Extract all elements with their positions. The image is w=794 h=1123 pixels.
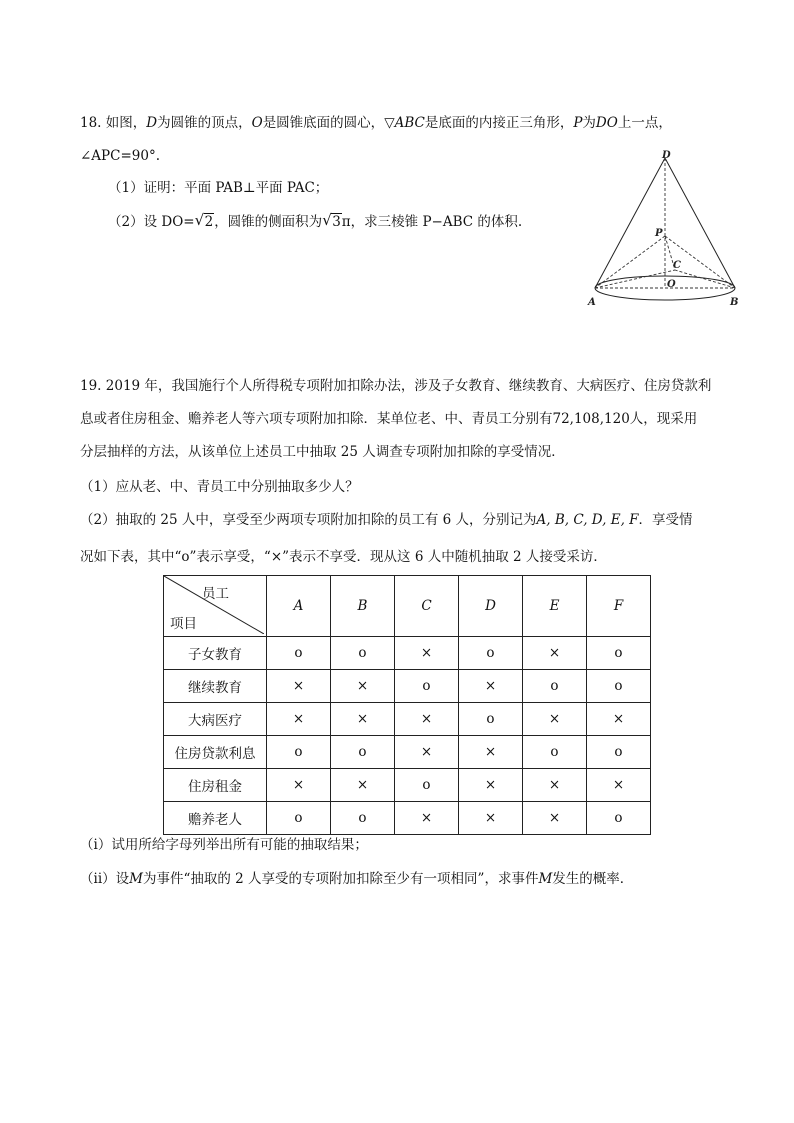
q19-part-2-text: （2）抽取的 25 人中，享受至少两项专项附加扣除的员工有 6 人，分别记为 — [80, 512, 537, 528]
label-P: P — [655, 228, 663, 239]
table-cell: o — [587, 802, 651, 835]
column-header: C — [395, 576, 459, 637]
label-A: A — [588, 297, 596, 308]
row-label: 子女教育 — [164, 637, 267, 670]
q19-sub-i: （i）试用所给字母列举出所有可能的抽取结果； — [80, 837, 368, 853]
table-row — [164, 670, 651, 703]
triangle-ABC: ▽ABC — [384, 115, 425, 131]
q18-text: 如图， — [105, 115, 147, 131]
q18-line-2: ∠APC=90°. — [80, 148, 161, 164]
q19-sub-ii-text: 发生的概率． — [552, 871, 634, 887]
sqrt-3: √ 3 — [322, 211, 341, 230]
q18-part-2-text: ，圆锥的侧面积为 — [214, 214, 323, 230]
table-cell: o — [523, 670, 587, 703]
table-cell: o — [267, 736, 331, 769]
diagonal-header-cell — [164, 576, 267, 637]
row-label: 继续教育 — [164, 670, 267, 703]
q18-text: 为 — [582, 115, 596, 131]
table-cell: × — [523, 802, 587, 835]
q19-line-1: 19. 2019 年，我国施行个人所得税专项附加扣除办法，涉及子女教育、继续教育、大病医疗、住房贷款利 — [80, 378, 712, 394]
event-M: M — [129, 871, 143, 887]
row-label: 赡养老人 — [164, 802, 267, 835]
radicand: 3 — [332, 214, 341, 230]
q18-text: 是底面的内接正三角形， — [424, 115, 574, 131]
q19-sub-ii — [80, 869, 633, 889]
table-cell: × — [523, 769, 587, 802]
table-cell: × — [587, 769, 651, 802]
table-cell: × — [523, 637, 587, 670]
sqrt-2: √ 2 — [194, 211, 214, 230]
label-B: B — [730, 297, 739, 308]
row-label: 大病医疗 — [164, 703, 267, 736]
row-label: 住房租金 — [164, 769, 267, 802]
table-row — [164, 637, 651, 670]
label-C: C — [673, 260, 681, 271]
column-header: D — [459, 576, 523, 637]
table-cell: o — [331, 736, 395, 769]
table-cell: × — [459, 736, 523, 769]
segment-DO: DO — [595, 115, 618, 131]
table-row — [164, 802, 651, 835]
table-cell: o — [587, 637, 651, 670]
table-cell: × — [331, 769, 395, 802]
point-P: P — [573, 115, 583, 131]
employee-counts: 72,108,120 — [552, 411, 630, 427]
q19-line-2 — [80, 409, 697, 429]
table-cell: o — [395, 670, 459, 703]
deduction-table — [163, 575, 651, 835]
q18-number: 18. — [80, 115, 102, 131]
table-cell: × — [331, 670, 395, 703]
q19-line-5: 况如下表，其中“o”表示享受，“×”表示不享受．现从这 6 人中随机抽取 2 人接受采访． — [80, 549, 607, 565]
pi-symbol: π — [341, 214, 351, 230]
q19-line-3: 分层抽样的方法，从该单位上述员工中抽取 25 人调查专项附加扣除的享受情况． — [80, 444, 565, 460]
row-label: 住房贷款利息 — [164, 736, 267, 769]
table-cell: × — [395, 637, 459, 670]
table-cell: × — [267, 769, 331, 802]
table-cell: × — [331, 703, 395, 736]
column-header: B — [331, 576, 395, 637]
table-cell: o — [587, 736, 651, 769]
cone-figure — [585, 148, 745, 308]
table-cell: × — [395, 703, 459, 736]
q18-part-1: （1）证明：平面 PAB⊥平面 PAC； — [108, 180, 329, 196]
q18-text: 为圆锥的顶点， — [157, 115, 252, 131]
event-M: M — [538, 871, 553, 887]
q18-line-1 — [80, 113, 672, 133]
table-row — [164, 769, 651, 802]
slant-DA — [595, 158, 665, 288]
table-cell: × — [267, 703, 331, 736]
q19-part-2 — [80, 510, 693, 530]
column-header: E — [523, 576, 587, 637]
table-cell: o — [459, 703, 523, 736]
q19-text: 息或者住房租金、赡养老人等六项专项附加扣除．某单位老、中、青员工分别有 — [80, 411, 553, 427]
q18-part-2 — [108, 212, 522, 232]
table-cell: × — [459, 802, 523, 835]
table-cell: o — [587, 670, 651, 703]
q18-part-2-text: ，求三棱锥 P−ABC 的体积. — [350, 214, 523, 230]
table-cell: × — [395, 802, 459, 835]
table-cell: o — [331, 802, 395, 835]
header-item: 项目 — [170, 616, 197, 632]
q19-part-2-text: ．享受情 — [638, 512, 693, 528]
table-cell: o — [331, 637, 395, 670]
center-O: O — [251, 115, 263, 131]
table-cell: × — [459, 670, 523, 703]
table-header-row — [164, 576, 651, 637]
q19-sub-ii-text: （ii）设 — [80, 871, 130, 887]
column-header: A — [267, 576, 331, 637]
table-cell: × — [587, 703, 651, 736]
q19-text: 人，现采用 — [629, 411, 698, 427]
table-row — [164, 703, 651, 736]
table-cell: × — [267, 670, 331, 703]
edge-BC — [675, 270, 735, 288]
radicand: 2 — [204, 214, 214, 230]
header-employee: 员工 — [202, 586, 229, 602]
table-cell: o — [395, 769, 459, 802]
table-row — [164, 736, 651, 769]
table-cell: o — [267, 637, 331, 670]
q18-text: 是圆锥底面的圆心， — [262, 115, 385, 131]
vertex-D: D — [146, 115, 158, 131]
table-cell: o — [523, 736, 587, 769]
q19-part-1: （1）应从老、中、青员工中分别抽取多少人？ — [80, 479, 359, 495]
table-cell: o — [459, 637, 523, 670]
table-cell: × — [395, 736, 459, 769]
q19-sub-ii-text: 为事件“抽取的 2 人享受的专项附加扣除至少有一项相同”，求事件 — [142, 871, 539, 887]
column-header: F — [587, 576, 651, 637]
label-D: D — [662, 150, 671, 161]
label-O: O — [667, 279, 676, 290]
table-cell: o — [267, 802, 331, 835]
q18-part-2-text: （2）设 DO= — [108, 214, 195, 230]
q18-text: 上一点， — [617, 115, 672, 131]
table-cell: × — [459, 769, 523, 802]
employee-letters: A, B, C, D, E, F — [536, 512, 639, 528]
table-cell: × — [523, 703, 587, 736]
